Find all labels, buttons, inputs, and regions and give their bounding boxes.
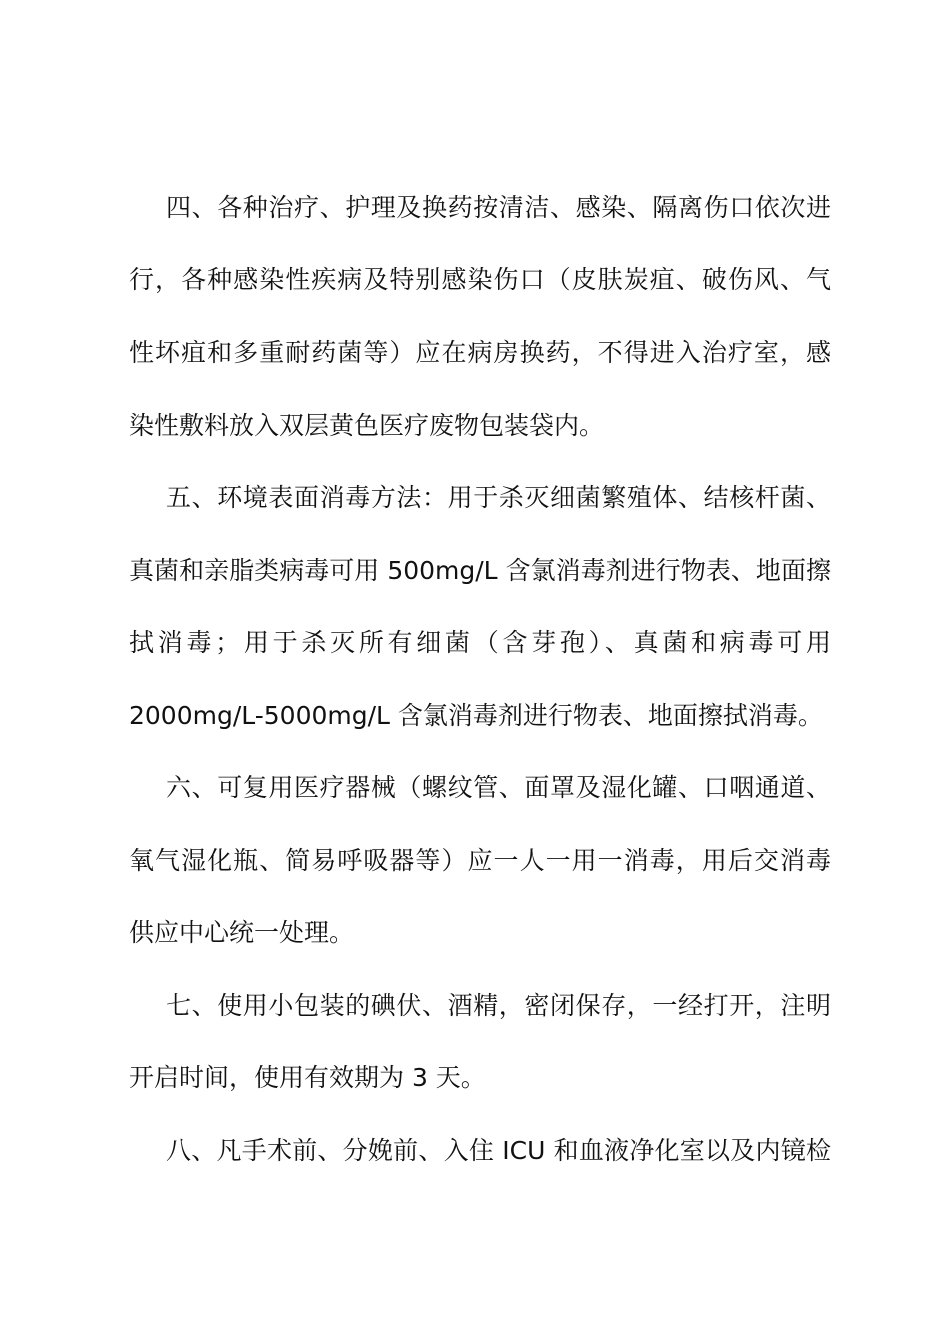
paragraph-5-line-2: 真菌和亲脂类病毒可用 500mg/L 含氯消毒剂进行物表、地面擦	[129, 556, 831, 585]
paragraph-8-line-1: 八、凡手术前、分娩前、入住 ICU 和血液净化室以及内镜检	[166, 1136, 831, 1165]
paragraph-5-line-3: 拭消毒；用于杀灭所有细菌（含芽孢）、真菌和病毒可用	[129, 628, 831, 657]
paragraph-6-line-2: 氧气湿化瓶、简易呼吸器等）应一人一用一消毒，用后交消毒	[129, 846, 831, 875]
paragraph-7-line-2: 开启时间，使用有效期为 3 天。	[129, 1063, 486, 1092]
paragraph-5-line-1: 五、环境表面消毒方法：用于杀灭细菌繁殖体、结核杆菌、	[166, 483, 831, 512]
paragraph-4-line-1: 四、各种治疗、护理及换药按清洁、感染、隔离伤口依次进	[166, 193, 831, 222]
paragraph-5-line-4: 2000mg/L-5000mg/L 含氯消毒剂进行物表、地面擦拭消毒。	[129, 701, 823, 730]
paragraph-4-line-3: 性坏疽和多重耐药菌等）应在病房换药，不得进入治疗室，感	[129, 338, 831, 367]
paragraph-4-line-2: 行，各种感染性疾病及特别感染伤口（皮肤炭疽、破伤风、气	[129, 265, 831, 294]
paragraph-4-line-4: 染性敷料放入双层黄色医疗废物包装袋内。	[129, 411, 605, 440]
paragraph-6-line-3: 供应中心统一处理。	[129, 918, 355, 947]
paragraph-7-line-1: 七、使用小包装的碘伏、酒精，密闭保存，一经打开，注明	[166, 991, 831, 1020]
paragraph-6-line-1: 六、可复用医疗器械（螺纹管、面罩及湿化罐、口咽通道、	[166, 773, 831, 802]
